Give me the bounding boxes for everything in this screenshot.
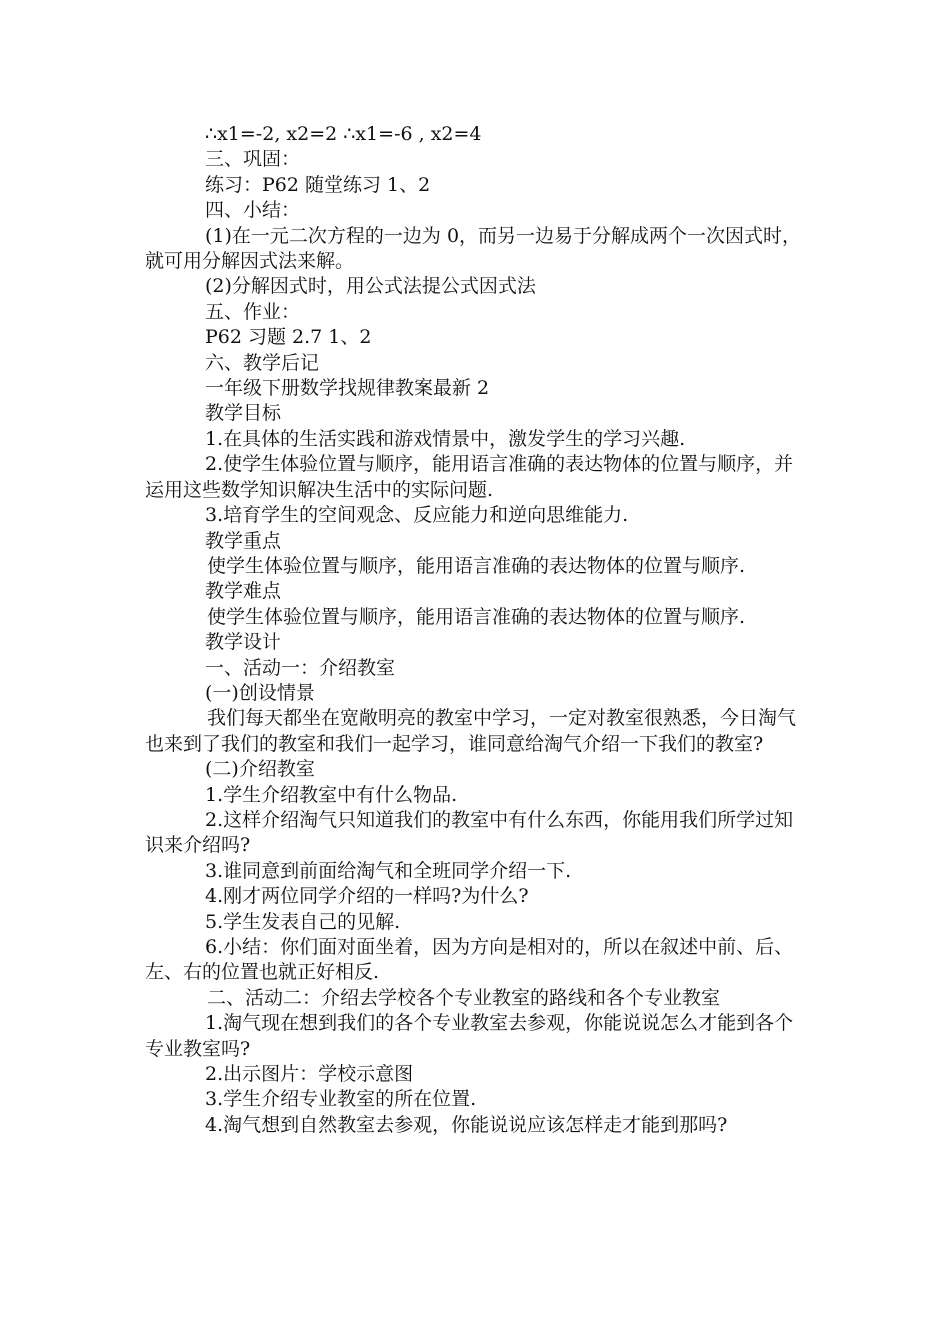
paragraph: 3.谁同意到前面给淘气和全班同学介绍一下. — [205, 859, 572, 882]
paragraph: 5.学生发表自己的见解. — [205, 910, 401, 933]
section-title: 一年级下册数学找规律教案最新 2 — [205, 377, 490, 400]
paragraph: 1.在具体的生活实践和游戏情景中，激发学生的学习兴趣. — [205, 427, 686, 450]
paragraph: 三、巩固： — [205, 148, 301, 171]
paragraph: 2.出示图片：学校示意图 — [205, 1063, 414, 1086]
heading-teaching-goals: 教学目标 — [205, 402, 282, 425]
paragraph: 1.淘气现在想到我们的各个专业教室去参观，你能说说怎么才能到各个专业教室吗? — [145, 1012, 794, 1060]
paragraph: 3.学生介绍专业教室的所在位置. — [205, 1088, 477, 1111]
paragraph: 六、教学后记 — [205, 351, 320, 374]
paragraph: 6.小结：你们面对面坐着，因为方向是相对的，所以在叙述中前、后、左、右的位置也就正好相反. — [145, 936, 794, 984]
paragraph: 二、活动二：介绍去学校各个专业教室的路线和各个专业教室 — [207, 986, 721, 1009]
paragraph: 我们每天都坐在宽敞明亮的教室中学习，一定对教室很熟悉，今日淘气也来到了我们的教室和我们一起学习，谁同意给淘气介绍一下我们的教室? — [145, 707, 797, 755]
paragraph: (1)在一元二次方程的一边为 0，而另一边易于分解成两个一次因式时，就可用分解因式法来解。 — [145, 224, 802, 273]
paragraph: 4.刚才两位同学介绍的一样吗?为什么? — [205, 885, 529, 908]
paragraph: 五、作业： — [205, 300, 301, 323]
paragraph: 使学生体验位置与顺序，能用语言准确的表达物体的位置与顺序. — [207, 605, 746, 628]
paragraph: 3.培育学生的空间观念、反应能力和逆向思维能力. — [205, 504, 629, 527]
paragraph: P62 习题 2.7 1、2 — [205, 326, 372, 349]
paragraph: 一、活动一：介绍教室 — [205, 656, 396, 679]
paragraph: 2.这样介绍淘气只知道我们的教室中有什么东西，你能用我们所学过知识来介绍吗? — [145, 808, 794, 857]
heading-teaching-design: 教学设计 — [205, 631, 282, 654]
heading-difficulties: 教学难点 — [205, 580, 282, 603]
document-page — [145, 122, 810, 1138]
paragraph: (一)创设情景 — [205, 681, 315, 704]
paragraph: 练习：P62 随堂练习 1、2 — [205, 173, 431, 196]
paragraph: ∴x1=-2, x2=2 ∴x1=-6 , x2=4 — [205, 123, 482, 145]
paragraph: (2)分解因式时，用公式法提公式因式法 — [205, 275, 536, 298]
paragraph: 2.使学生体验位置与顺序，能用语言准确的表达物体的位置与顺序，并运用这些数学知识解决生活中的实际问题. — [145, 453, 794, 501]
paragraph: 使学生体验位置与顺序，能用语言准确的表达物体的位置与顺序. — [207, 554, 746, 577]
paragraph: 1.学生介绍教室中有什么物品. — [205, 783, 458, 806]
heading-key-points: 教学重点 — [205, 529, 282, 552]
paragraph: 4.淘气想到自然教室去参观，你能说说应该怎样走才能到那吗? — [205, 1113, 728, 1136]
paragraph: (二)介绍教室 — [205, 758, 315, 781]
paragraph: 四、小结： — [205, 199, 301, 222]
